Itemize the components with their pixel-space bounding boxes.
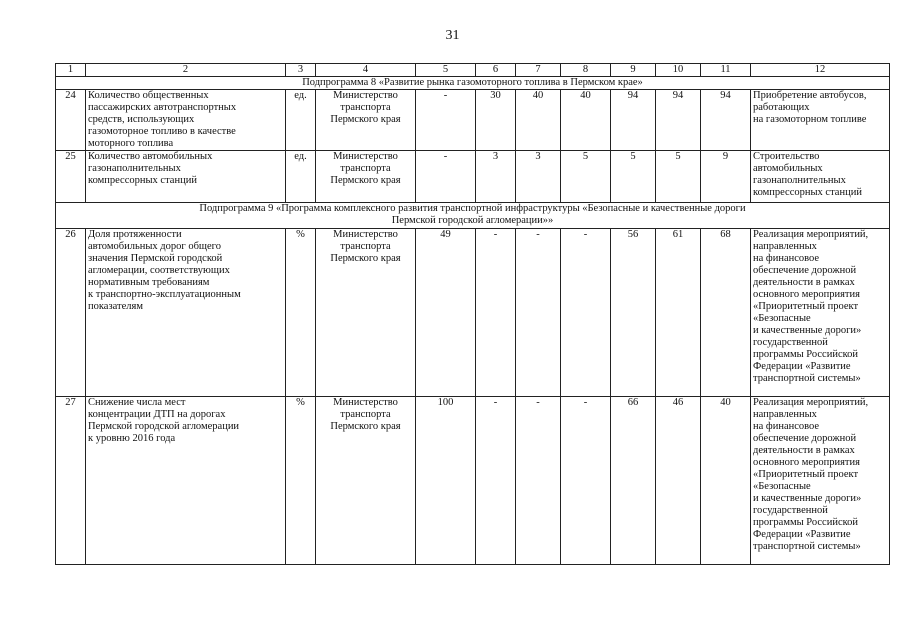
executor: Министерство транспорта Пермского края bbox=[316, 229, 416, 397]
executor: Министерство транспорта Пермского края bbox=[316, 397, 416, 565]
row-number: 26 bbox=[56, 229, 86, 397]
row-number: 27 bbox=[56, 397, 86, 565]
value-col9: 94 bbox=[611, 90, 656, 151]
value-col7: 3 bbox=[516, 151, 561, 203]
value-col7: - bbox=[516, 397, 561, 565]
table-row bbox=[56, 229, 890, 397]
col-num-6: 6 bbox=[476, 64, 516, 77]
value-col6: 30 bbox=[476, 90, 516, 151]
note: Реализация мероприятий, направленных на финансовое обеспечение дорожной деятельности в рамках основного мероприятия «Приоритетный проект «Безопасные и качественные дороги» государственной программы Российской Федерации «Развитие транспортной системы» bbox=[751, 397, 890, 565]
table-row bbox=[56, 151, 890, 203]
value-col6: 3 bbox=[476, 151, 516, 203]
indicator-name: Количество автомобильных газонаполнительных компрессорных станций bbox=[86, 151, 286, 203]
value-col5: 100 bbox=[416, 397, 476, 565]
col-num-10: 10 bbox=[656, 64, 701, 77]
value-col5: 49 bbox=[416, 229, 476, 397]
col-num-8: 8 bbox=[561, 64, 611, 77]
column-number-row bbox=[56, 64, 890, 77]
col-num-1: 1 bbox=[56, 64, 86, 77]
executor: Министерство транспорта Пермского края bbox=[316, 90, 416, 151]
col-num-2: 2 bbox=[86, 64, 286, 77]
row-number: 25 bbox=[56, 151, 86, 203]
value-col7: 40 bbox=[516, 90, 561, 151]
value-col9: 66 bbox=[611, 397, 656, 565]
col-num-7: 7 bbox=[516, 64, 561, 77]
section-row-8 bbox=[56, 77, 890, 90]
unit: % bbox=[286, 397, 316, 565]
value-col6: - bbox=[476, 397, 516, 565]
executor: Министерство транспорта Пермского края bbox=[316, 151, 416, 203]
row-number: 24 bbox=[56, 90, 86, 151]
indicator-name: Количество общественных пассажирских автотранспортных средств, использующих газомоторное топливо в качестве моторного топлива bbox=[86, 90, 286, 151]
value-col8: - bbox=[561, 397, 611, 565]
value-col5: - bbox=[416, 151, 476, 203]
page-number: 31 bbox=[445, 28, 460, 43]
table-row bbox=[56, 90, 890, 151]
col-num-9: 9 bbox=[611, 64, 656, 77]
value-col10: 61 bbox=[656, 229, 701, 397]
value-col11: 68 bbox=[701, 229, 751, 397]
indicator-name: Снижение числа мест концентрации ДТП на дорогах Пермской городской агломерации к уровню 2016 года bbox=[86, 397, 286, 565]
table-row bbox=[56, 397, 890, 565]
col-num-3: 3 bbox=[286, 64, 316, 77]
value-col11: 94 bbox=[701, 90, 751, 151]
section-row-9 bbox=[56, 203, 890, 229]
value-col7: - bbox=[516, 229, 561, 397]
value-col11: 9 bbox=[701, 151, 751, 203]
section-title-8: Подпрограмма 8 «Развитие рынка газомоторного топлива в Пермском крае» bbox=[56, 77, 890, 90]
value-col10: 5 bbox=[656, 151, 701, 203]
value-col5: - bbox=[416, 90, 476, 151]
col-num-4: 4 bbox=[316, 64, 416, 77]
section-title-9: Подпрограмма 9 «Программа комплексного развития транспортной инфраструктуры «Безопасные и качественные дороги Пермской городской агломерации»» bbox=[56, 203, 890, 229]
col-num-11: 11 bbox=[701, 64, 751, 77]
value-col8: 40 bbox=[561, 90, 611, 151]
value-col10: 94 bbox=[656, 90, 701, 151]
value-col10: 46 bbox=[656, 397, 701, 565]
indicator-name: Доля протяженности автомобильных дорог общего значения Пермской городской агломерации, соответствующих нормативным требованиям к транспортно-эксплуатационным показателям bbox=[86, 229, 286, 397]
value-col6: - bbox=[476, 229, 516, 397]
note: Приобретение автобусов, работающих на газомоторном топливе bbox=[751, 90, 890, 151]
unit: % bbox=[286, 229, 316, 397]
indicators-table bbox=[55, 63, 890, 565]
value-col9: 56 bbox=[611, 229, 656, 397]
note: Реализация мероприятий, направленных на финансовое обеспечение дорожной деятельности в рамках основного мероприятия «Приоритетный проект «Безопасные и качественные дороги» государственной программы Российской Федерации «Развитие транспортной системы» bbox=[751, 229, 890, 397]
note: Строительство автомобильных газонаполнительных компрессорных станций bbox=[751, 151, 890, 203]
value-col8: 5 bbox=[561, 151, 611, 203]
value-col11: 40 bbox=[701, 397, 751, 565]
value-col8: - bbox=[561, 229, 611, 397]
unit: ед. bbox=[286, 151, 316, 203]
col-num-12: 12 bbox=[751, 64, 890, 77]
col-num-5: 5 bbox=[416, 64, 476, 77]
value-col9: 5 bbox=[611, 151, 656, 203]
unit: ед. bbox=[286, 90, 316, 151]
